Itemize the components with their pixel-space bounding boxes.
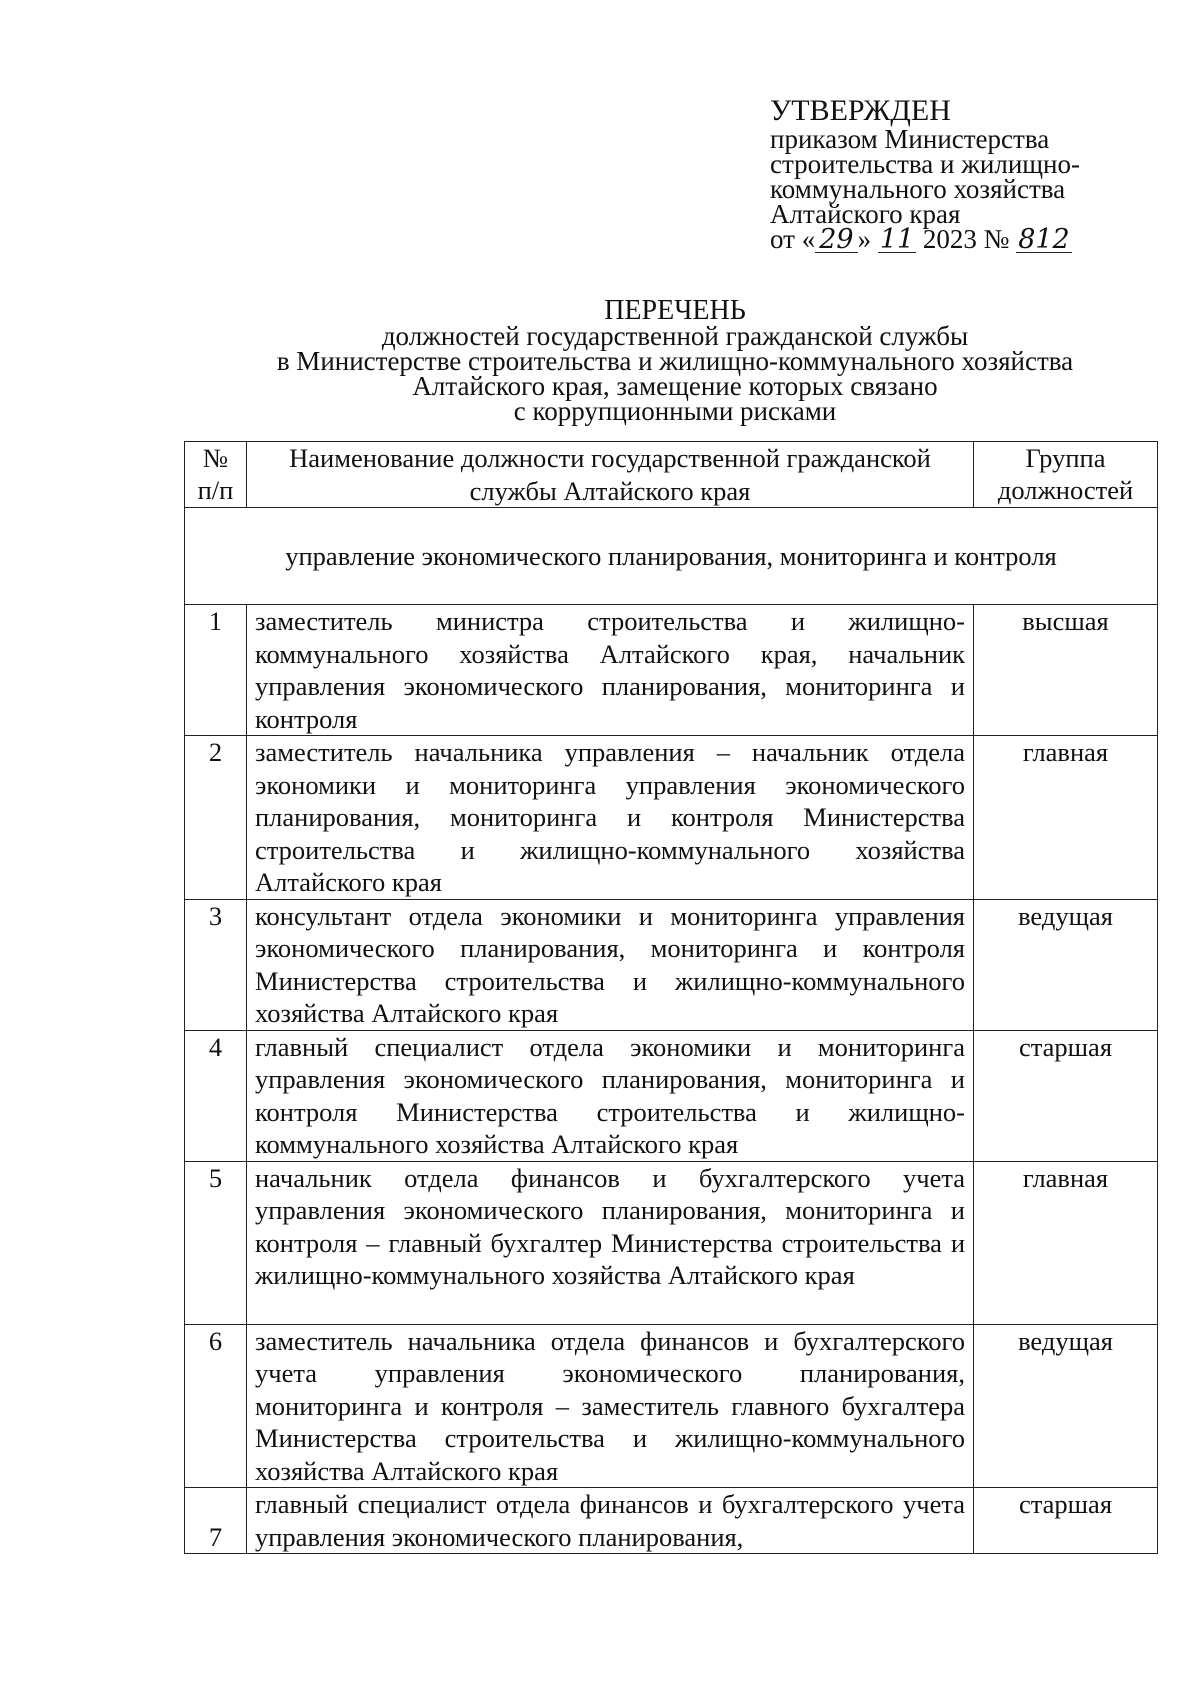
section-row: [185, 508, 1158, 605]
approval-line: строительства и жилищно-: [770, 149, 1080, 179]
document-subtitle-line: Алтайского края, замещение которых связано: [412, 371, 938, 401]
row-position-group: старшая: [974, 1488, 1158, 1554]
table-row: [185, 1324, 1158, 1488]
table-row: [185, 736, 1158, 900]
document-title-block: [150, 297, 1200, 424]
header-number: № п/п: [185, 442, 247, 508]
document-subtitle-line: должностей государственной гражданской службы: [381, 321, 969, 351]
row-position-name: главный специалист отдела экономики и мониторинга управления экономического планирования, мониторинга и контроля Министерства строительства и жилищно-коммунального хозяйства Алтайского края: [247, 1030, 974, 1161]
row-position-group: главная: [974, 736, 1158, 900]
header-position-group: Группа должностей: [974, 442, 1158, 508]
date-year: 2023 №: [922, 224, 1010, 254]
row-number: 4: [185, 1030, 247, 1161]
row-position-group: высшая: [974, 605, 1158, 736]
date-mid: »: [857, 224, 872, 254]
table-header-row: [185, 442, 1158, 508]
approval-line: коммунального хозяйства: [770, 174, 1066, 204]
row-position-group: старшая: [974, 1030, 1158, 1161]
document-subtitle-line: в Министерстве строительства и жилищно-коммунального хозяйства: [276, 346, 1074, 376]
table-row: [185, 605, 1158, 736]
approval-date: [770, 224, 1080, 255]
positions-table: [184, 441, 1158, 1554]
handwritten-month: 11: [879, 224, 915, 255]
row-position-group: ведущая: [974, 1324, 1158, 1488]
header-position-name: Наименование должности государственной гражданской службы Алтайского края: [247, 442, 974, 508]
row-number: 6: [185, 1324, 247, 1488]
table-row: [185, 899, 1158, 1030]
approval-line: приказом Министерства: [770, 124, 1050, 154]
row-number: 3: [185, 899, 247, 1030]
approval-line: Алтайского края: [770, 199, 961, 229]
row-number: 2: [185, 736, 247, 900]
document-subtitle-line: с коррупционными рисками: [513, 396, 837, 426]
row-number: 7: [185, 1488, 247, 1554]
row-position-group: ведущая: [974, 899, 1158, 1030]
table-row: [185, 1161, 1158, 1324]
date-prefix: от «: [770, 224, 816, 254]
document-title: ПЕРЕЧЕНЬ: [604, 295, 746, 326]
row-position-name: главный специалист отдела финансов и бухгалтерского учета управления экономического планирования,: [247, 1488, 974, 1554]
section-title: управление экономического планирования, мониторинга и контроля: [185, 508, 1158, 605]
table-row: [185, 1488, 1158, 1554]
row-position-name: начальник отдела финансов и бухгалтерского учета управления экономического планирования, мониторинга и контроля – главный бухгалтер Министерства строительства и жилищно-коммунального хозяйства Алтайского края: [247, 1161, 974, 1324]
table-row: [185, 1030, 1158, 1161]
row-position-name: заместитель начальника отдела финансов и бухгалтерского учета управления экономического планирования, мониторинга и контроля – заместитель главного бухгалтера Министерства строительства и жилищно-коммунального хозяйства Алтайского края: [247, 1324, 974, 1488]
handwritten-order-number: 812: [1018, 224, 1070, 255]
handwritten-day: 29: [815, 227, 857, 253]
row-number: 5: [185, 1161, 247, 1324]
approval-stamp: [770, 96, 1080, 253]
row-position-name: консультант отдела экономики и мониторинга управления экономического планирования, мониторинга и контроля Министерства строительства и жилищно-коммунального хозяйства Алтайского края: [247, 899, 974, 1030]
row-number: 1: [185, 605, 247, 736]
row-position-name: заместитель министра строительства и жилищно-коммунального хозяйства Алтайского края, начальник управления экономического планирования, мониторинга и контроля: [247, 605, 974, 736]
approval-heading: УТВЕРЖДЕН: [770, 94, 951, 127]
row-position-name: заместитель начальника управления – начальник отдела экономики и мониторинга управления экономического планирования, мониторинга и контроля Министерства строительства и жилищно-коммунального хозяйства Алтайского края: [247, 736, 974, 900]
row-position-group: главная: [974, 1161, 1158, 1324]
